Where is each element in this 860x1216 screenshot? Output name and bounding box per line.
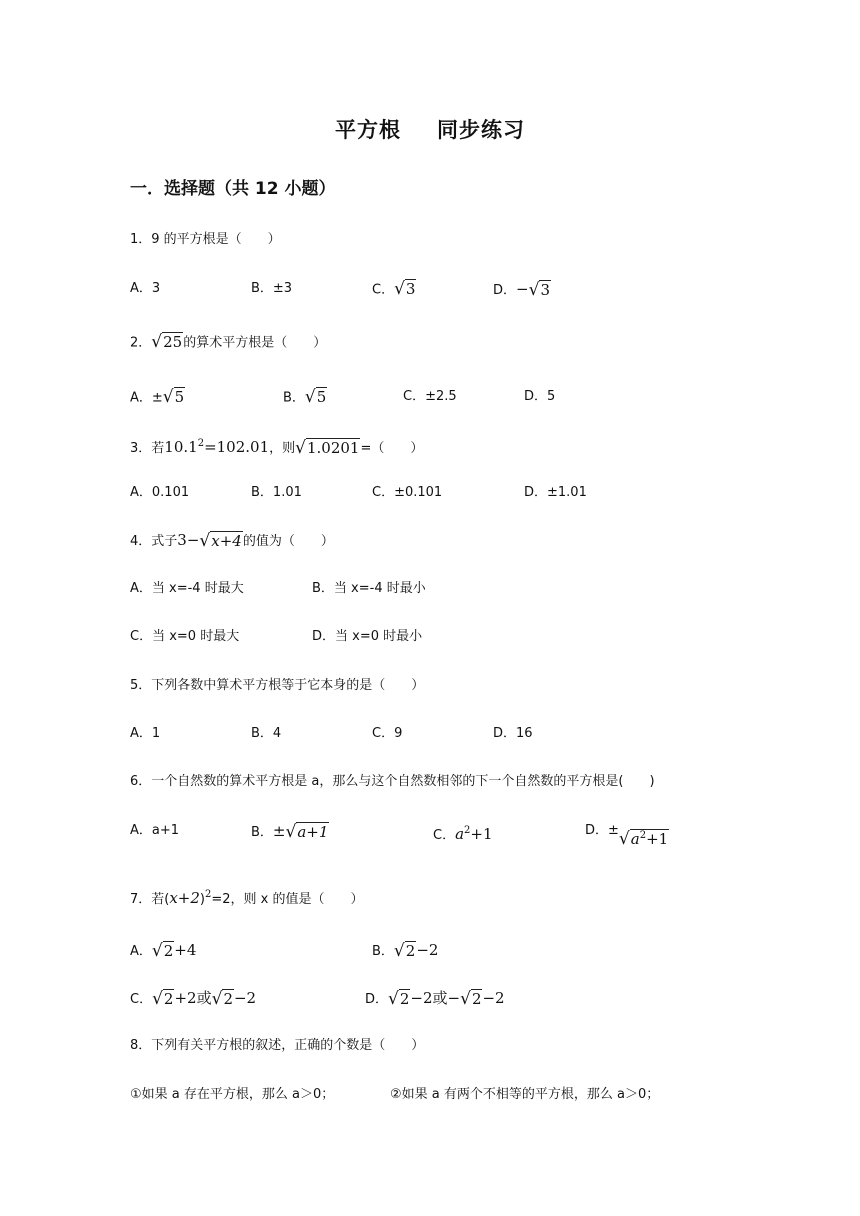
question-2-stem: 2．√25的算术平方根是（ ） — [130, 332, 327, 352]
q3-option-a: A．0.101 — [130, 485, 190, 500]
q3-option-b: B．1.01 — [251, 485, 302, 500]
q4-option-a: A．当 x=-4 时最大 — [130, 581, 244, 596]
question-4-stem: 4．式子3−√x+4的值为（ ） — [130, 530, 334, 551]
question-3-stem: 3．若$10.1^2=102.01$，则√1.0201=（ ） — [130, 437, 424, 458]
q2-option-b: B．√5 — [283, 387, 327, 407]
sqrt-expression: √3 — [394, 279, 416, 299]
q6-option-a: A．a+1 — [130, 823, 180, 838]
q3-option-d: D．±1.01 — [524, 485, 587, 500]
q2-option-a: A．±√5 — [130, 387, 185, 407]
q5-option-d: D．16 — [493, 726, 533, 741]
q1-option-b: B．±3 — [251, 281, 293, 296]
q1-option-d: D．−√3 — [493, 279, 550, 300]
question-6-stem: 6．一个自然数的算术平方根是 a，那么与这个自然数相邻的下一个自然数的平方根是( ) — [130, 774, 655, 789]
q8-statement-1: ①如果 a 存在平方根，那么 a＞0； — [130, 1087, 335, 1102]
q4-option-b: B．当 x=-4 时最小 — [312, 581, 426, 596]
question-5-stem: 5．下列各数中算术平方根等于它本身的是（ ） — [130, 678, 425, 693]
q4-option-c: C．当 x=0 时最大 — [130, 629, 240, 644]
question-1-stem: 1．9 的平方根是（ ） — [130, 232, 281, 247]
sqrt-expression: √3 — [528, 279, 550, 300]
page-title: 平方根 同步练习 — [335, 118, 525, 142]
q7-option-d: D．√2−2或−√2−2 — [365, 988, 505, 1009]
q6-option-c: C．$a^2+1$ — [433, 825, 493, 843]
question-7-stem: 7．若$(x+2)^2=2$，则 x 的值是（ ） — [130, 889, 364, 907]
q5-option-c: C．9 — [372, 726, 403, 741]
q5-option-b: B．4 — [251, 726, 282, 741]
q4-option-d: D．当 x=0 时最小 — [312, 629, 423, 644]
q2-option-d: D．5 — [524, 389, 556, 404]
q3-option-c: C．±0.101 — [372, 485, 443, 500]
question-8-stem: 8．下列有关平方根的叙述，正确的个数是（ ） — [130, 1038, 425, 1053]
q7-option-a: A．√2+4 — [130, 940, 197, 961]
q8-statement-2: ②如果 a 有两个不相等的平方根，那么 a＞0； — [390, 1087, 660, 1102]
sqrt-expression: √25 — [151, 332, 183, 352]
q7-option-c: C．√2+2或√2−2 — [130, 988, 257, 1009]
q6-option-b: B．±√a+1 — [251, 821, 329, 842]
q1-option-c: C．√3 — [372, 279, 416, 299]
q6-option-d: D．$\pm√a^2+1$ — [585, 823, 669, 849]
q7-option-b: B．√2−2 — [372, 940, 439, 961]
q2-option-c: C．±2.5 — [403, 389, 457, 404]
q5-option-a: A．1 — [130, 726, 161, 741]
section-heading: 一．选择题（共 12 小题） — [130, 179, 336, 199]
q1-option-a: A．3 — [130, 281, 161, 296]
